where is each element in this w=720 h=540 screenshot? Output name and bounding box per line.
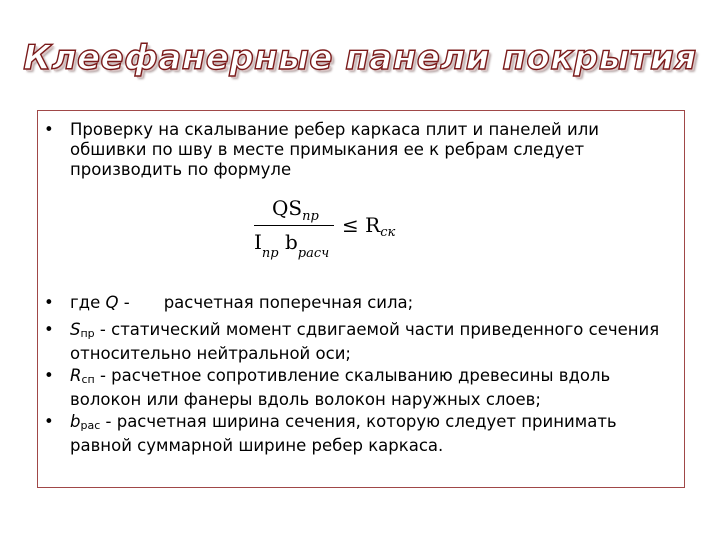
bullet-dot: • xyxy=(44,366,54,385)
formula-fraction-bar xyxy=(254,225,334,226)
definition-dash: - xyxy=(100,412,117,431)
formula-rhs-sub: ск xyxy=(380,225,396,240)
definition-symbol: S xyxy=(70,320,81,339)
definition-desc: расчетная поперечная сила; xyxy=(163,293,414,312)
definition-dash: - xyxy=(94,320,112,339)
bullet-dot: • xyxy=(44,320,54,339)
definition-text xyxy=(70,412,670,456)
shear-formula xyxy=(250,196,420,266)
definition-desc: расчетное сопротивление скалыванию древесины вдоль волокон или фанеры вдоль волокон наружных слоев; xyxy=(70,366,611,409)
formula-denominator xyxy=(254,230,329,261)
definition-symbol: R xyxy=(70,366,82,385)
formula-den-main2: b xyxy=(278,230,298,254)
definition-symbol: Q xyxy=(105,293,119,312)
intro-text: Проверку на скалывание ребер каркаса плит и панелей или обшивки по шву в месте примыкания ее к ребрам следует производить по формуле xyxy=(70,120,600,179)
formula-numerator xyxy=(272,196,319,224)
bullet-dot: • xyxy=(44,293,54,312)
definition-text xyxy=(70,366,670,410)
formula-den-sub1: пр xyxy=(261,246,279,261)
definition-prefix: где xyxy=(70,293,106,312)
definition-text xyxy=(70,293,670,313)
definition-subscript: пр xyxy=(80,327,95,340)
definition-dash: - xyxy=(118,293,130,312)
formula-rhs xyxy=(342,213,395,240)
formula-den-sub2: расч xyxy=(297,246,330,261)
formula-num-sub: пр xyxy=(302,209,319,224)
definition-desc: статический момент сдвигаемой части приведенного сечения относительно нейтральной оси; xyxy=(70,320,660,363)
bullet-dot: • xyxy=(44,120,54,139)
definition-subscript: сп xyxy=(81,373,95,386)
definition-symbol: b xyxy=(70,412,81,431)
definition-desc: расчетная ширина сечения, которую следует принимать равной суммарной ширине ребер каркаса. xyxy=(70,412,617,455)
definition-text xyxy=(70,320,670,364)
slide-title: Клеефанерные панели покрытия xyxy=(23,38,697,78)
definition-subscript: рас xyxy=(80,419,101,432)
formula-den-main1: I xyxy=(254,230,262,254)
definition-dash: - xyxy=(94,366,112,385)
bullet-dot: • xyxy=(44,412,54,431)
formula-rhs-sign: ≤ R xyxy=(342,213,381,237)
formula-num-main: QS xyxy=(272,196,303,220)
